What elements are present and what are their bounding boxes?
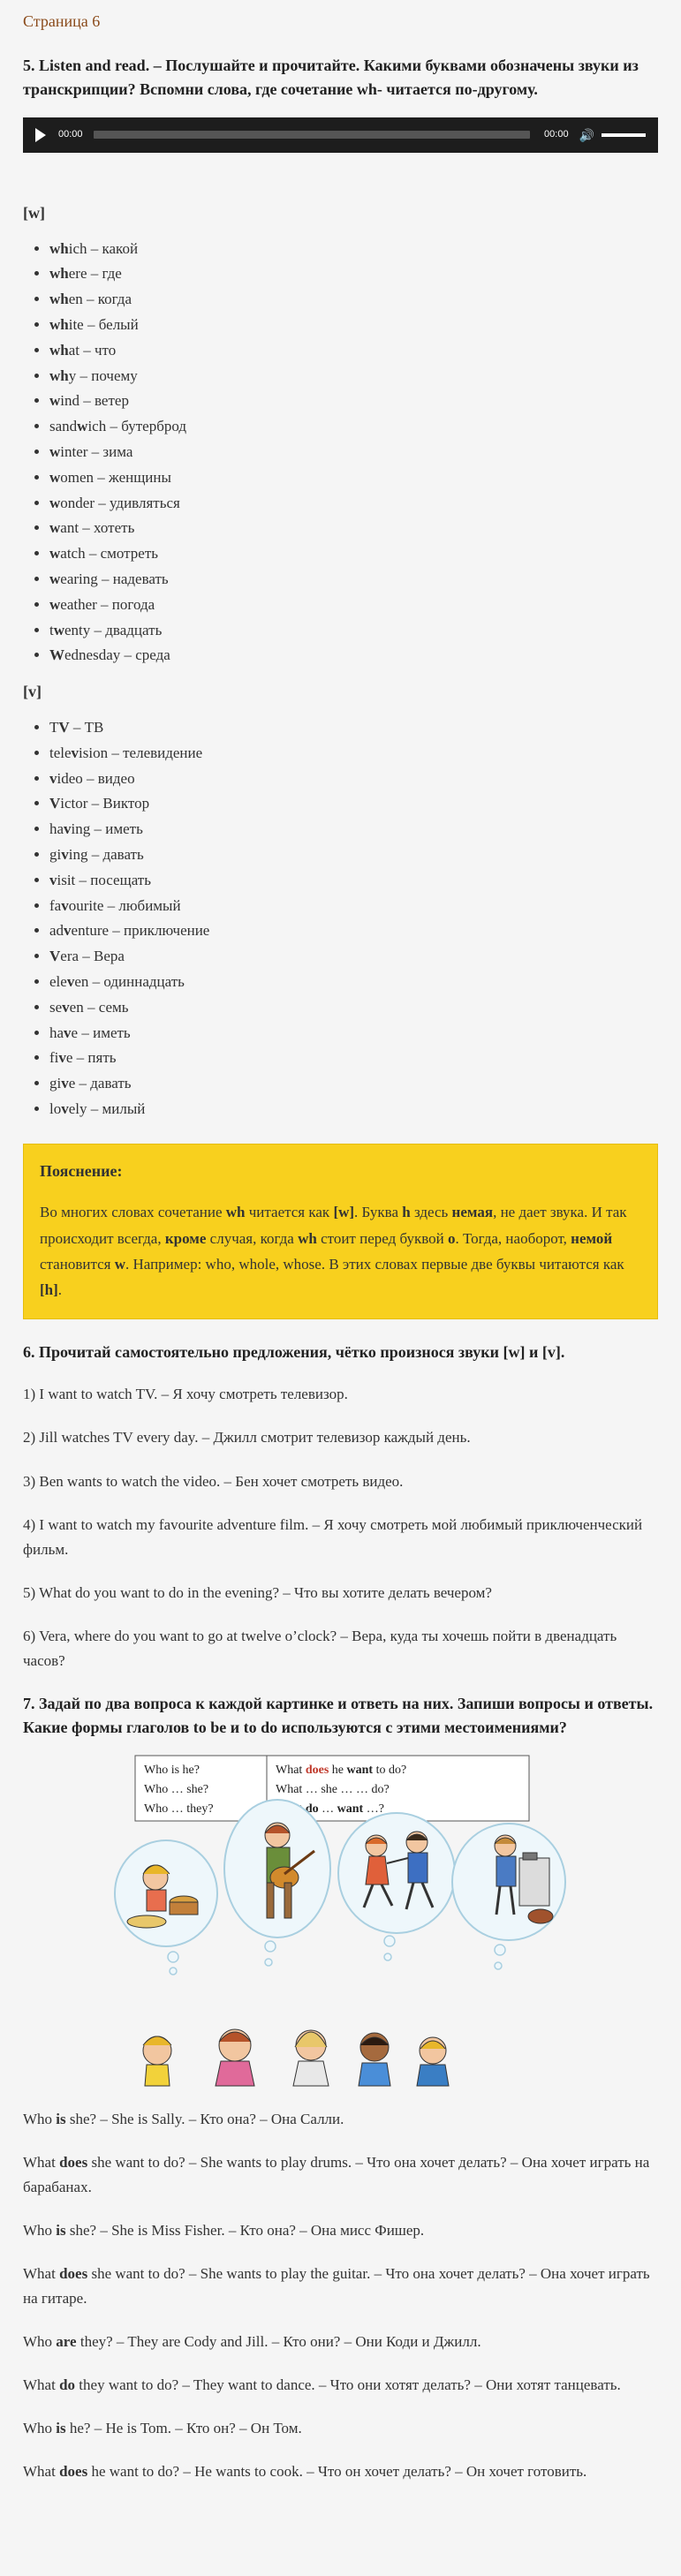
w-word-item: • white – белый [49,313,658,338]
explanation-title: Пояснение: [40,1161,123,1180]
v-word-item: • having – иметь [49,817,658,842]
v-word-item: • Vera – Вера [49,944,658,970]
table-q3: Who … they? [143,1802,214,1816]
table-q4: What does he want to do? [275,1763,406,1777]
answer-line: What does he want to do? – He wants to cook. – Что он хочет делать? – Он хочет готовить. [23,2463,587,2481]
v-word-item: • seven – семь [49,995,658,1021]
jill-face-icon [359,2033,390,2086]
task6-sentence: 5) What do you want to do in the evening? – Что вы хотите делать вечером? [23,1583,492,1601]
w-word-item: • twenty – двадцать [49,618,658,644]
tom-face-icon [216,2029,254,2086]
answer-line: What does she want to do? – She wants to play the guitar. – Что она хочет делать? – Она хочет играть на гитаре. [23,2264,650,2308]
v-word-item: • five – пять [49,1046,658,1071]
task7-illustration [111,1754,571,2088]
duration-time: 00:00 [544,129,569,140]
w-word-list [49,237,658,669]
w-word-item: • women – женщины [49,465,658,491]
answer-line: Who is she? – She is Sally. – Кто она? – Она Салли. [23,2110,344,2127]
v-word-item: • give – давать [49,1071,658,1097]
w-word-item: • want – хотеть [49,516,658,541]
answer-line: What does she want to do? – She wants to play drums. – Что она хочет делать? – Она хочет играть на барабанах. [23,2153,650,2195]
page-link[interactable]: Страница 6 [23,12,101,30]
explanation-text: Во многих словах сочетание wh читается как [w]. Буква h здесь немая, не дает звука. И так происходит всегда, кроме случая, когда wh стоит перед буквой o. Тогда, наоборот, немой становится w. Например: who, whole, whose. В этих словах первые две буквы читаются как [h]. [40,1204,627,1299]
w-word-item: • winter – зима [49,440,658,465]
task6-sentence: 6) Vera, where do you want to go at twelve o’clock? – Вера, куда ты хочешь пойти в двенадцать часов? [23,1627,617,1669]
v-word-item: • video – видео [49,767,658,792]
w-word-item: • sandwich – бутерброд [49,414,658,440]
answers-list [23,2107,658,2484]
w-word-item: • when – когда [49,287,658,313]
table-q1: Who is he? [143,1763,200,1777]
w-sound-heading: [w] [23,203,45,222]
task7-title: 7. Задай по два вопроса к каждой картинке и ответь на них. Запиши вопросы и ответы. Какие формы глаголов to be и to do используются с этими местоимениями? [23,1694,654,1736]
volume-slider[interactable] [602,133,646,137]
task6-sentence: 2) Jill watches TV every day. – Джилл смотрит телевизор каждый день. [23,1429,471,1447]
thought-bubble-dance [338,1813,455,1933]
w-word-item: • what – что [49,338,658,364]
table-q2: Who … she? [143,1782,208,1796]
answer-line: Who is she? – She is Miss Fisher. – Кто она? – Она мисс Фишер. [23,2221,425,2239]
v-word-item: • television – телевидение [49,741,658,767]
faces-row [143,2029,449,2086]
v-word-item: • giving – давать [49,842,658,868]
w-word-item: • why – почему [49,364,658,389]
task6-sentence: 3) Ben wants to watch the video. – Бен хочет смотреть видео. [23,1472,404,1490]
v-sound-heading: [v] [23,683,42,701]
w-word-item: • wearing – надевать [49,567,658,593]
cody-face-icon [417,2037,449,2086]
progress-track[interactable] [94,131,531,139]
v-word-item: • eleven – одиннадцать [49,970,658,995]
answer-line: Who is he? – He is Tom. – Кто он? – Он Том. [23,2420,302,2437]
task5-title: 5. Listen and read. – Послушайте и прочитайте. Какими буквами обозначены звуки из транскрипции? Вспомни слова, где сочетание wh- читается по-другому. [23,56,639,98]
w-word-item: • watch – смотреть [49,541,658,567]
current-time: 00:00 [58,129,83,140]
explanation-box [23,1144,658,1320]
audio-player[interactable] [23,117,658,153]
task6-sentence: 1) I want to watch TV. – Я хочу смотреть телевизор. [23,1386,348,1403]
miss-fisher-face-icon [293,2030,329,2086]
task6-sentence: 4) I want to watch my favourite adventure film. – Я хочу смотреть мой любимый приключенческий фильм. [23,1515,643,1558]
v-word-item: • have – иметь [49,1021,658,1046]
play-icon[interactable] [35,128,46,142]
v-word-item: • favourite – любимый [49,894,658,919]
w-word-item: • Wednesday – среда [49,643,658,669]
v-word-item: • adventure – приключение [49,918,658,944]
v-word-item: • TV – ТВ [49,715,658,741]
v-word-item: • visit – посещать [49,868,658,894]
table-q5: What … she … … do? [275,1782,390,1796]
volume-icon[interactable]: 🔊 [579,127,594,142]
sally-face-icon [143,2036,171,2086]
table-q6: do … want …? [305,1802,384,1816]
answer-line: What do they want to do? – They want to dance. – Что они хотят делать? – Они хотят танцевать. [23,2376,621,2394]
v-word-item: • lovely – милый [49,1097,658,1122]
task6-title: 6. Прочитай самостоятельно предложения, чётко произнося звуки [w] и [v]. [23,1343,565,1362]
w-word-item: • weather – погода [49,593,658,618]
w-word-item: • where – где [49,261,658,287]
v-word-list [49,715,658,1122]
w-word-item: • wind – ветер [49,389,658,414]
w-word-item: • wonder – удивляться [49,491,658,517]
answer-line: Who are they? – They are Cody and Jill. – Кто они? – Они Коди и Джилл. [23,2333,481,2351]
v-word-item: • Victor – Виктор [49,791,658,817]
w-word-item: • which – какой [49,237,658,262]
task6-sentences [23,1382,658,1673]
